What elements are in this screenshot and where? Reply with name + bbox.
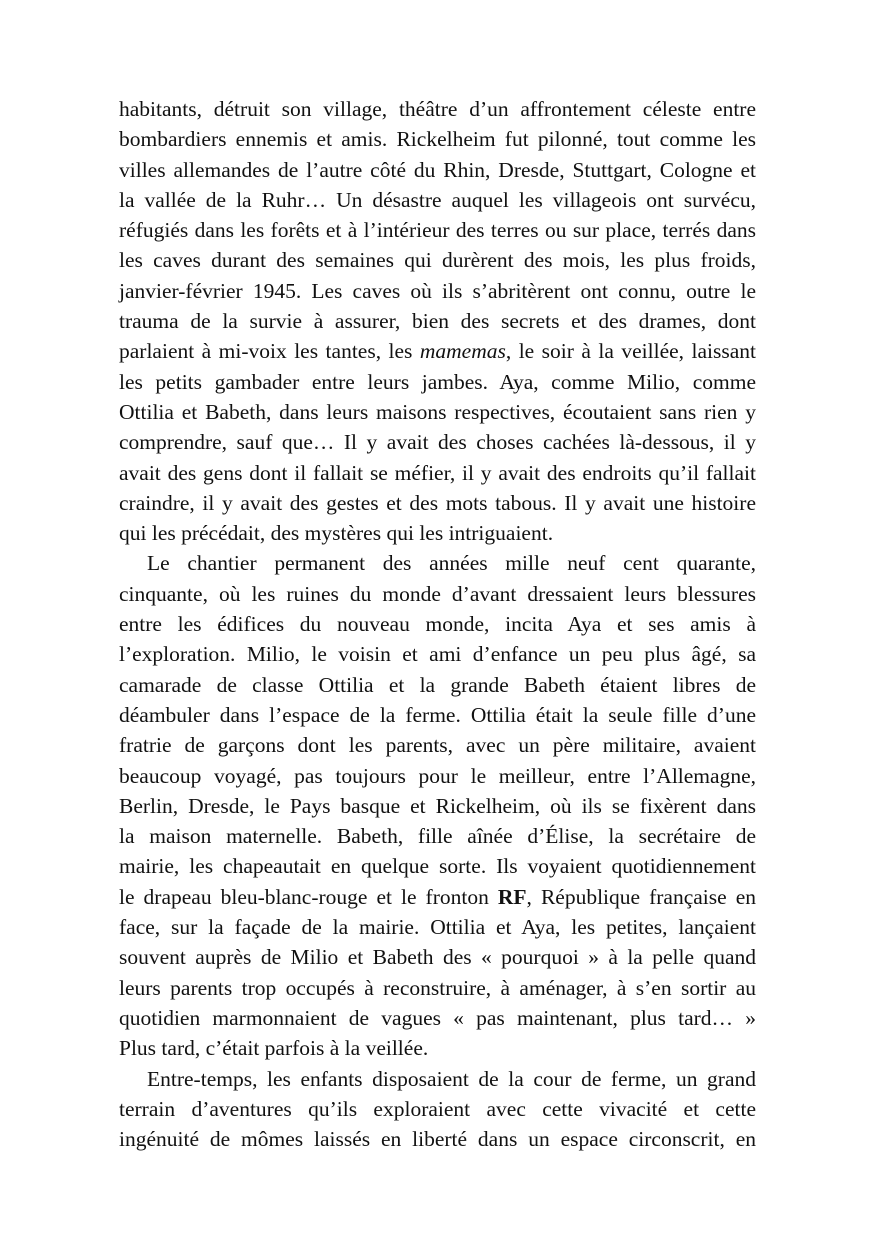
text-line <box>119 791 756 821</box>
text-run: janvier-février 1945. Les caves où ils s’abritèrent ont connu, outre le <box>119 278 756 303</box>
text-line <box>119 973 756 1003</box>
text-line <box>119 1003 756 1033</box>
text-run: Berlin, Dresde, le Pays basque et Rickelheim, où ils se fixèrent dans <box>119 793 756 818</box>
text-line <box>119 518 756 548</box>
text-line <box>119 1064 756 1094</box>
text-line <box>119 851 756 881</box>
text-line <box>119 336 756 366</box>
text-line <box>119 215 756 245</box>
text-run: la vallée de la Ruhr… Un désastre auquel les villageois ont survécu, <box>119 187 756 212</box>
text-line <box>119 1033 756 1063</box>
text-line <box>119 155 756 185</box>
body-text <box>119 94 756 1154</box>
text-run: réfugiés dans les forêts et à l’intérieur des terres ou sur place, terrés dans <box>119 218 756 243</box>
paragraph <box>119 1064 756 1155</box>
text-run: , le soir à la veillée, laissant <box>505 339 756 364</box>
text-run: entre les édifices du nouveau monde, incita Aya et ses amis à <box>119 612 756 637</box>
text-line <box>119 458 756 488</box>
text-line <box>119 1124 756 1154</box>
text-run: souvent auprès de Milio et Babeth des « pourquoi » à la pelle quand <box>119 945 756 970</box>
text-line <box>119 882 756 912</box>
text-line <box>119 730 756 760</box>
text-run: parlaient à mi-voix les tantes, les <box>119 339 420 364</box>
italic-word: mamemas <box>419 339 506 364</box>
text-line <box>119 579 756 609</box>
text-line <box>119 700 756 730</box>
text-run: Entre-temps, les enfants disposaient de la cour de ferme, un grand <box>147 1066 756 1091</box>
text-line <box>119 488 756 518</box>
text-line <box>119 912 756 942</box>
text-run: qui les précédait, des mystères qui les intriguaient. <box>119 521 554 546</box>
text-run: ingénuité de mômes laissés en liberté dans un espace circonscrit, en <box>119 1127 756 1152</box>
text-line <box>119 670 756 700</box>
text-line <box>119 821 756 851</box>
text-run: comprendre, sauf que… Il y avait des choses cachées là-dessous, il y <box>119 430 756 455</box>
text-run: Le chantier permanent des années mille neuf cent quarante, <box>147 551 756 576</box>
text-run: bombardiers ennemis et amis. Rickelheim fut pilonné, tout comme les <box>119 127 756 152</box>
text-line <box>119 639 756 669</box>
text-run: les caves durant des semaines qui durèrent des mois, les plus froids, <box>119 248 756 273</box>
paragraph <box>119 94 756 548</box>
text-run: villes allemandes de l’autre côté du Rhin, Dresde, Stuttgart, Cologne et <box>119 157 756 182</box>
text-run: , République française en <box>526 884 756 909</box>
paragraph <box>119 548 756 1063</box>
text-line <box>119 548 756 578</box>
text-run: le drapeau bleu-blanc-rouge et le fronton <box>119 884 498 909</box>
text-line <box>119 397 756 427</box>
text-line <box>119 185 756 215</box>
text-run: l’exploration. Milio, le voisin et ami d’enfance un peu plus âgé, sa <box>119 642 756 667</box>
text-line <box>119 245 756 275</box>
text-run: quotidien marmonnaient de vagues « pas maintenant, plus tard… » <box>119 1005 756 1030</box>
text-run: avait des gens dont il fallait se méfier, il y avait des endroits qu’il fallait <box>119 460 756 485</box>
text-run: fratrie de garçons dont les parents, avec un père militaire, avaient <box>119 733 756 758</box>
text-run: craindre, il y avait des gestes et des mots tabous. Il y avait une histoire <box>119 490 756 515</box>
text-run: terrain d’aventures qu’ils exploraient avec cette vivacité et cette <box>119 1096 756 1121</box>
text-run: la maison maternelle. Babeth, fille aînée d’Élise, la secrétaire de <box>119 824 756 849</box>
text-run: les petits gambader entre leurs jambes. Aya, comme Milio, comme <box>119 369 756 394</box>
text-run: habitants, détruit son village, théâtre d’un affrontement céleste entre <box>119 97 756 121</box>
text-run: beaucoup voyagé, pas toujours pour le meilleur, entre l’Allemagne, <box>119 763 756 788</box>
text-run: face, sur la façade de la mairie. Ottilia et Aya, les petites, lançaient <box>119 915 756 940</box>
text-line <box>119 761 756 791</box>
text-line <box>119 124 756 154</box>
text-run: déambuler dans l’espace de la ferme. Ottilia était la seule fille d’une <box>119 702 756 727</box>
text-line <box>119 94 756 124</box>
text-run: mairie, les chapeautait en quelque sorte. Ils voyaient quotidiennement <box>119 854 756 879</box>
text-line <box>119 367 756 397</box>
text-run: cinquante, où les ruines du monde d’avant dressaient leurs blessures <box>119 581 756 606</box>
text-run: leurs parents trop occupés à reconstruire, à aménager, à s’en sortir au <box>119 975 756 1000</box>
text-run: Ottilia et Babeth, dans leurs maisons respectives, écoutaient sans rien y <box>119 399 756 424</box>
bold-word: RF <box>497 884 527 909</box>
text-run: trauma de la survie à assurer, bien des secrets et des drames, dont <box>119 309 756 334</box>
text-line <box>119 306 756 336</box>
text-line <box>119 276 756 306</box>
text-line <box>119 1094 756 1124</box>
text-line <box>119 609 756 639</box>
text-line <box>119 942 756 972</box>
text-run: Plus tard, c’était parfois à la veillée. <box>119 1036 429 1061</box>
text-run: camarade de classe Ottilia et la grande Babeth étaient libres de <box>119 672 756 697</box>
text-line <box>119 427 756 457</box>
